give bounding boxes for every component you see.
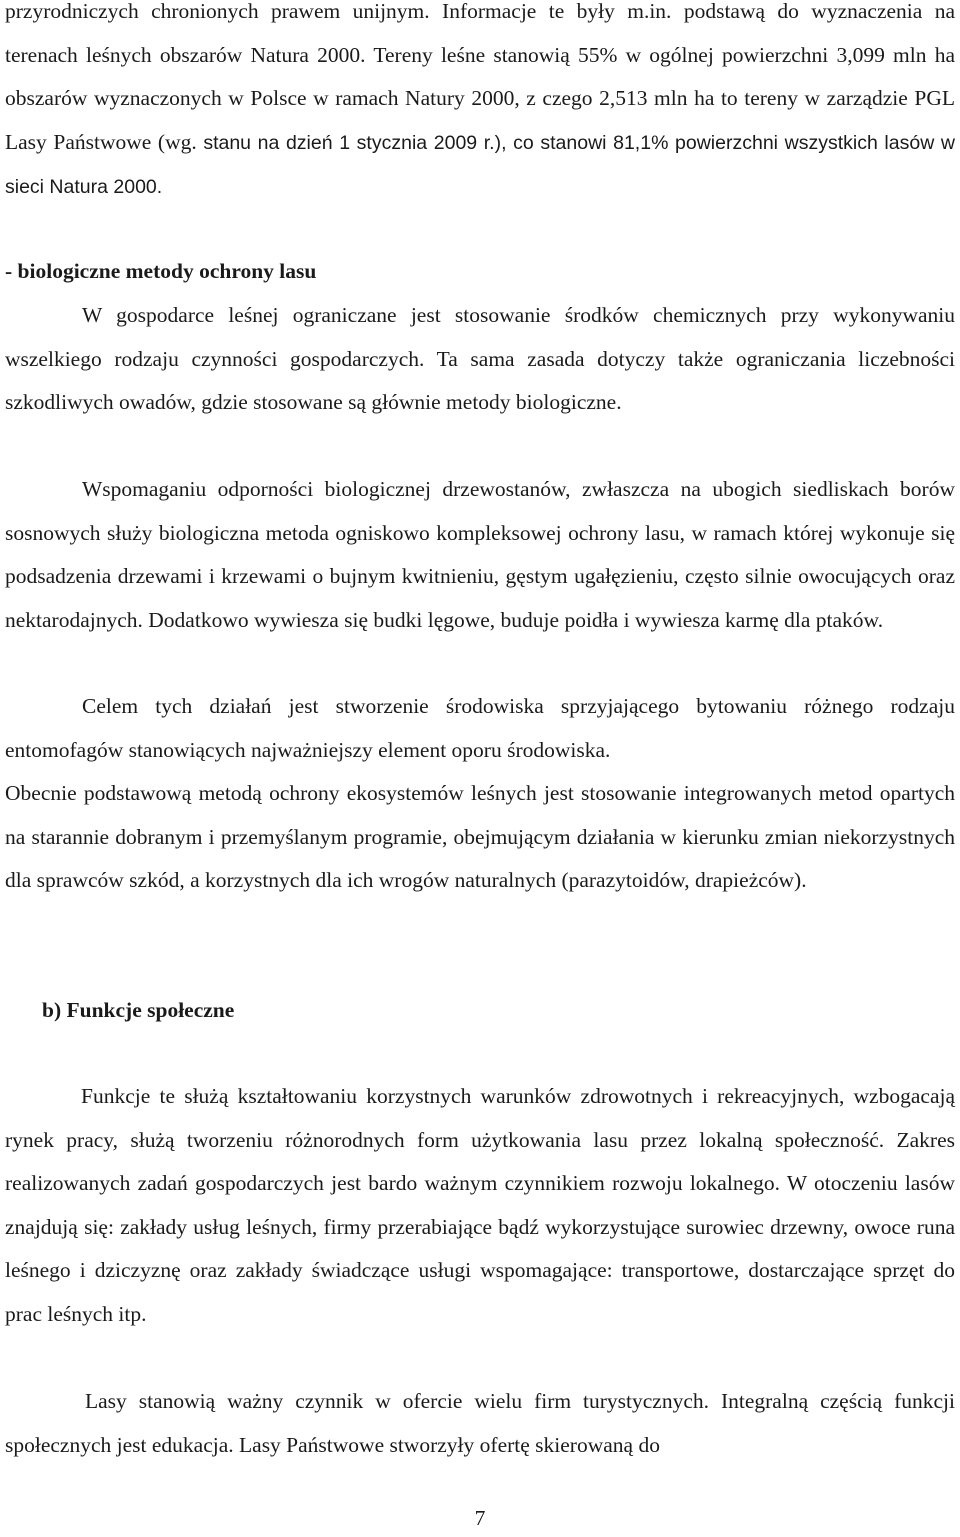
- biological-paragraph-2: Wspomaganiu odporności biologicznej drzewostanów, zwłaszcza na ubogich siedliskach borów sosnowych służy biologiczna metoda ogniskowo kompleksowej ochrony lasu, w ramach której wykonuje się podsadzenia drzewami i krzewami o bujnym kwitnieniu, gęstym ugałęzieniu, często silnie owocujących oraz nektarodajnych. Dodatkowo wywiesza się budki lęgowe, buduje poidła i wywiesza karmę dla ptaków.: [5, 477, 955, 632]
- section-heading-biological: - biologiczne metody ochrony lasu: [5, 259, 317, 283]
- biological-paragraph-4: Obecnie podstawową metodą ochrony ekosystemów leśnych jest stosowanie integrowanych metod opartych na starannie dobranym i przemyślanym programie, obejmującym działania w kierunku zmian niekorzystnych dla sprawców szkód, a korzystnych dla ich wrogów naturalnych (parazytoidów, drapieżców).: [5, 781, 955, 893]
- intro-paragraph-sans-text: stanu na dzień 1 stycznia 2009 r.), co stanowi 81,1% powierzchni wszystkich lasów w sieci Natura 2000.: [5, 131, 956, 199]
- biological-paragraph-3: Celem tych działań jest stworzenie środowiska sprzyjającego bytowaniu różnego rodzaju entomofagów stanowiących najważniejszy element oporu środowiska.: [5, 694, 955, 762]
- section-heading-social: b) Funkcje społeczne: [42, 998, 235, 1022]
- page-number: 7: [474, 1506, 486, 1530]
- social-paragraph-1: Funkcje te służą kształtowaniu korzystnych warunków zdrowotnych i rekreacyjnych, wzbogacają rynek pracy, służą tworzeniu różnorodnych form użytkowania lasu przez lokalną społeczność. Zakres realizowanych zadań gospodarczych jest bardo ważnym czynnikiem rozwoju lokalnego. W otoczeniu lasów znajdują się: zakłady usług leśnych, firmy przerabiające bądź wykorzystujące surowiec drzewny, owoce runa leśnego i dziczyznę oraz zakłady świadczące usługi wspomagające: transportowe, dostarczające sprzęt do prac leśnych itp.: [5, 1084, 955, 1326]
- intro-paragraph: [5, 0, 955, 210]
- intro-paragraph-serif-text: przyrodniczych chronionych prawem unijnym. Informacje te były m.in. podstawą do wyznaczenia na terenach leśnych obszarów Natura 2000. Tereny leśne stanowią 55% w ogólnej powierzchni 3,099 mln ha obszarów wyznaczonych w Polsce w ramach Natury 2000, z czego 2,513 mln ha to tereny w zarządzie PGL Lasy Państwowe (wg.: [5, 0, 955, 154]
- social-paragraph-2: Lasy stanowią ważny czynnik w ofercie wielu firm turystycznych. Integralną częścią funkcji społecznych jest edukacja. Lasy Państwowe stworzyły ofertę skierowaną do: [5, 1389, 955, 1457]
- biological-paragraph-1: W gospodarce leśnej ograniczane jest stosowanie środków chemicznych przy wykonywaniu wszelkiego rodzaju czynności gospodarczych. Ta sama zasada dotyczy także ograniczania liczebności szkodliwych owadów, gdzie stosowane są głównie metody biologiczne.: [5, 303, 955, 415]
